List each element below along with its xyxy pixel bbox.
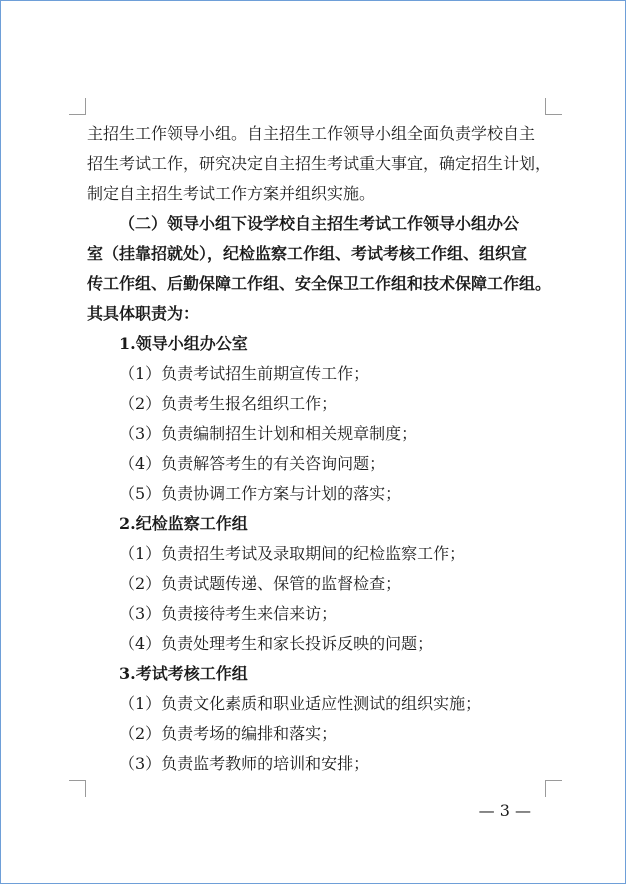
list-item: （3）负责编制招生计划和相关规章制度； (119, 424, 418, 443)
list-item: （3）负责接待考生来信来访； (119, 604, 338, 623)
crop-mark-bottom-left (69, 780, 86, 797)
section-heading-line: 室（挂靠招就处），纪检监察工作组、考试考核工作组、组织宣 (87, 244, 528, 263)
list-item: （1）负责文化素质和职业适应性测试的组织实施； (119, 694, 482, 713)
crop-mark-bottom-right (545, 780, 562, 797)
group-heading: 2.纪检监察工作组 (119, 514, 248, 533)
group-heading: 3.考试考核工作组 (119, 664, 248, 683)
group-heading: 1.领导小组办公室 (119, 334, 248, 353)
list-item: （2）负责考生报名组织工作； (119, 394, 338, 413)
section-heading-line: 传工作组、后勤保障工作组、安全保卫工作组和技术保障工作组。 (87, 274, 552, 293)
list-item: （1）负责考试招生前期宣传工作； (119, 364, 370, 383)
list-item: （3）负责监考教师的培训和安排； (119, 754, 370, 773)
list-item: （1）负责招生考试及录取期间的纪检监察工作； (119, 544, 466, 563)
section-heading-line: （二）领导小组下设学校自主招生考试工作领导小组办公 (119, 214, 520, 233)
list-item: （2）负责考场的编排和落实； (119, 724, 338, 743)
intro-line: 招生考试工作，研究决定自主招生考试重大事宜，确定招生计划， (87, 154, 552, 173)
list-item: （4）负责处理考生和家长投诉反映的问题； (119, 634, 434, 653)
intro-line: 制定自主招生考试工作方案并组织实施。 (87, 184, 376, 203)
crop-mark-top-right (545, 98, 562, 115)
section-heading-line: 其具体职责为： (87, 304, 200, 323)
crop-mark-top-left (69, 98, 86, 115)
list-item: （4）负责解答考生的有关咨询问题； (119, 454, 386, 473)
list-item: （5）负责协调工作方案与计划的落实； (119, 484, 402, 503)
intro-line: 主招生工作领导小组。自主招生工作领导小组全面负责学校自主 (87, 124, 536, 143)
page-body (87, 119, 557, 779)
list-item: （2）负责试题传递、保管的监督检查； (119, 574, 402, 593)
page-number: — 3 — (478, 801, 531, 820)
